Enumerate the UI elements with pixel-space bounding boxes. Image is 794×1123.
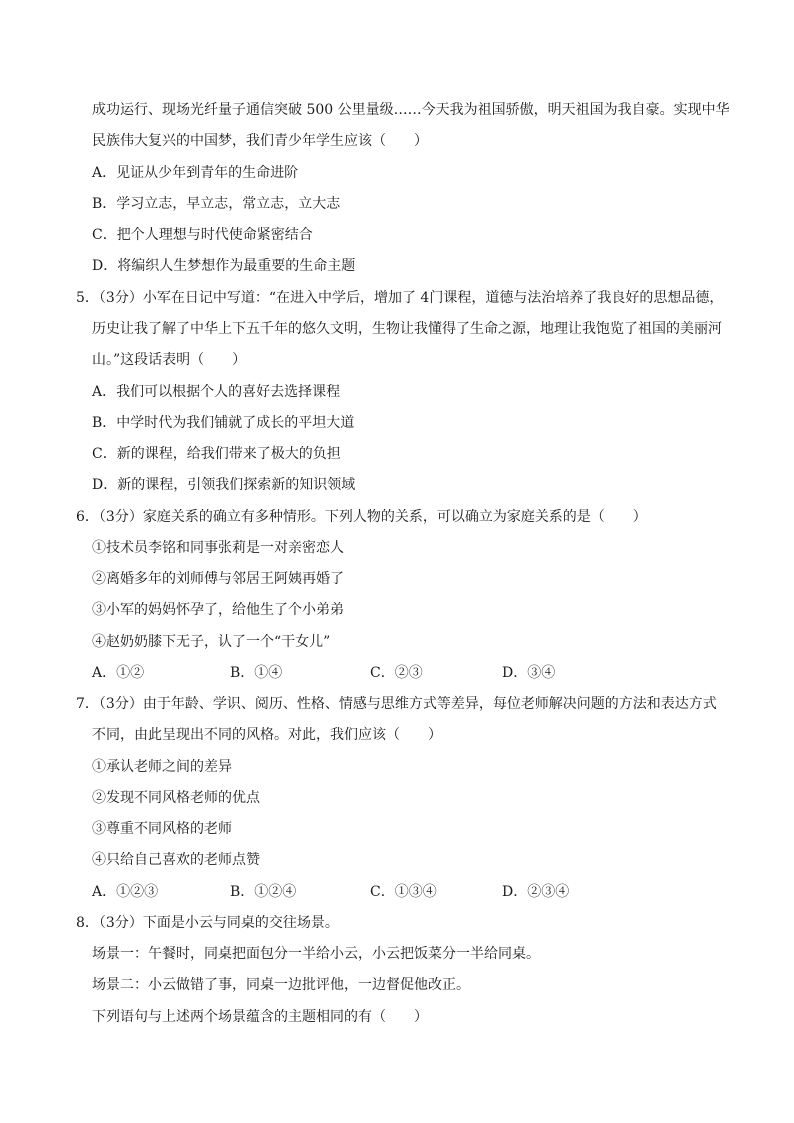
- q7-item-3: ③尊重不同风格的老师: [92, 821, 232, 837]
- q5-stem-line-3: 山。”这段话表明（ ）: [92, 352, 247, 368]
- q8-stem: 8．（3分）下面是小云与同桌的交往场景。: [76, 915, 339, 931]
- intro-option-c: C．把个人理想与时代使命紧密结合: [92, 227, 313, 243]
- intro-option-a: A．见证从少年到青年的生命进阶: [92, 165, 299, 181]
- q7-item-1: ①承认老师之间的差异: [92, 759, 232, 775]
- q5-option-b: B．中学时代为我们铺就了成长的平坦大道: [92, 415, 355, 431]
- intro-line-2: 民族伟大复兴的中国梦，我们青少年学生应该（ ）: [92, 133, 428, 149]
- q7-choice-d: D．②③④: [502, 884, 570, 900]
- q7-stem-line-2: 不同，由此呈现出不同的风格。对此，我们应该（ ）: [92, 727, 442, 743]
- q5-stem-line-1: 5．（3分）小军在日记中写道：“在进入中学后，增加了 4门课程，道德与法治培养了我良好的思想品德，: [76, 290, 724, 306]
- q6-stem: 6．（3分）家庭关系的确立有多种情形。下列人物的关系，可以确立为家庭关系的是（ ）: [76, 509, 647, 525]
- q5-option-d: D．新的课程，引领我们探索新的知识领域: [92, 477, 356, 493]
- q8-scene-2: 场景二：小云做错了事，同桌一边批评他，一边督促他改正。: [92, 977, 470, 993]
- q6-choice-d: D．③④: [502, 665, 556, 681]
- q5-stem-line-2: 历史让我了解了中华上下五千年的悠久文明，生物让我懂得了生命之源，地理让我饱览了祖国的美丽河: [92, 321, 722, 337]
- q7-choice-c: C．①③④: [370, 884, 437, 900]
- q6-choice-b: B．①④: [230, 665, 283, 681]
- q6-choices: [92, 663, 732, 683]
- q6-item-3: ③小军的妈妈怀孕了，给他生了个小弟弟: [92, 602, 344, 618]
- q7-stem-line-1: 7．（3分）由于年龄、学识、阅历、性格、情感与思维方式等差异，每位老师解决问题的方法和表达方式: [76, 696, 717, 712]
- q6-item-2: ②离婚多年的刘师傅与邻居王阿姨再婚了: [92, 571, 344, 587]
- intro-option-d: D．将编织人生梦想作为最重要的生命主题: [92, 258, 356, 274]
- q7-choice-a: A．①②③: [92, 884, 159, 900]
- q6-item-4: ④赵奶奶膝下无子，认了一个“干女儿”: [92, 634, 331, 650]
- q6-choice-a: A．①②: [92, 665, 145, 681]
- q8-scene-1: 场景一：午餐时，同桌把面包分一半给小云，小云把饭菜分一半给同桌。: [92, 946, 540, 962]
- q6-choice-c: C．②③: [370, 665, 423, 681]
- q7-choices: [92, 882, 732, 902]
- q5-option-a: A．我们可以根据个人的喜好去选择课程: [92, 384, 341, 400]
- q8-question: 下列语句与上述两个场景蕴含的主题相同的有（ ）: [92, 1009, 428, 1025]
- intro-option-b: B．学习立志，早立志，常立志，立大志: [92, 196, 341, 212]
- intro-line-1: 成功运行、现场光纤量子通信突破 500 公里量级……今天我为祖国骄傲，明天祖国为我自豪。实现中华: [92, 102, 730, 118]
- q7-item-2: ②发现不同风格老师的优点: [92, 790, 260, 806]
- q7-item-4: ④只给自己喜欢的老师点赞: [92, 852, 260, 868]
- q6-item-1: ①技术员李铭和同事张莉是一对亲密恋人: [92, 540, 344, 556]
- q7-choice-b: B．①②④: [230, 884, 297, 900]
- q5-option-c: C．新的课程，给我们带来了极大的负担: [92, 446, 341, 462]
